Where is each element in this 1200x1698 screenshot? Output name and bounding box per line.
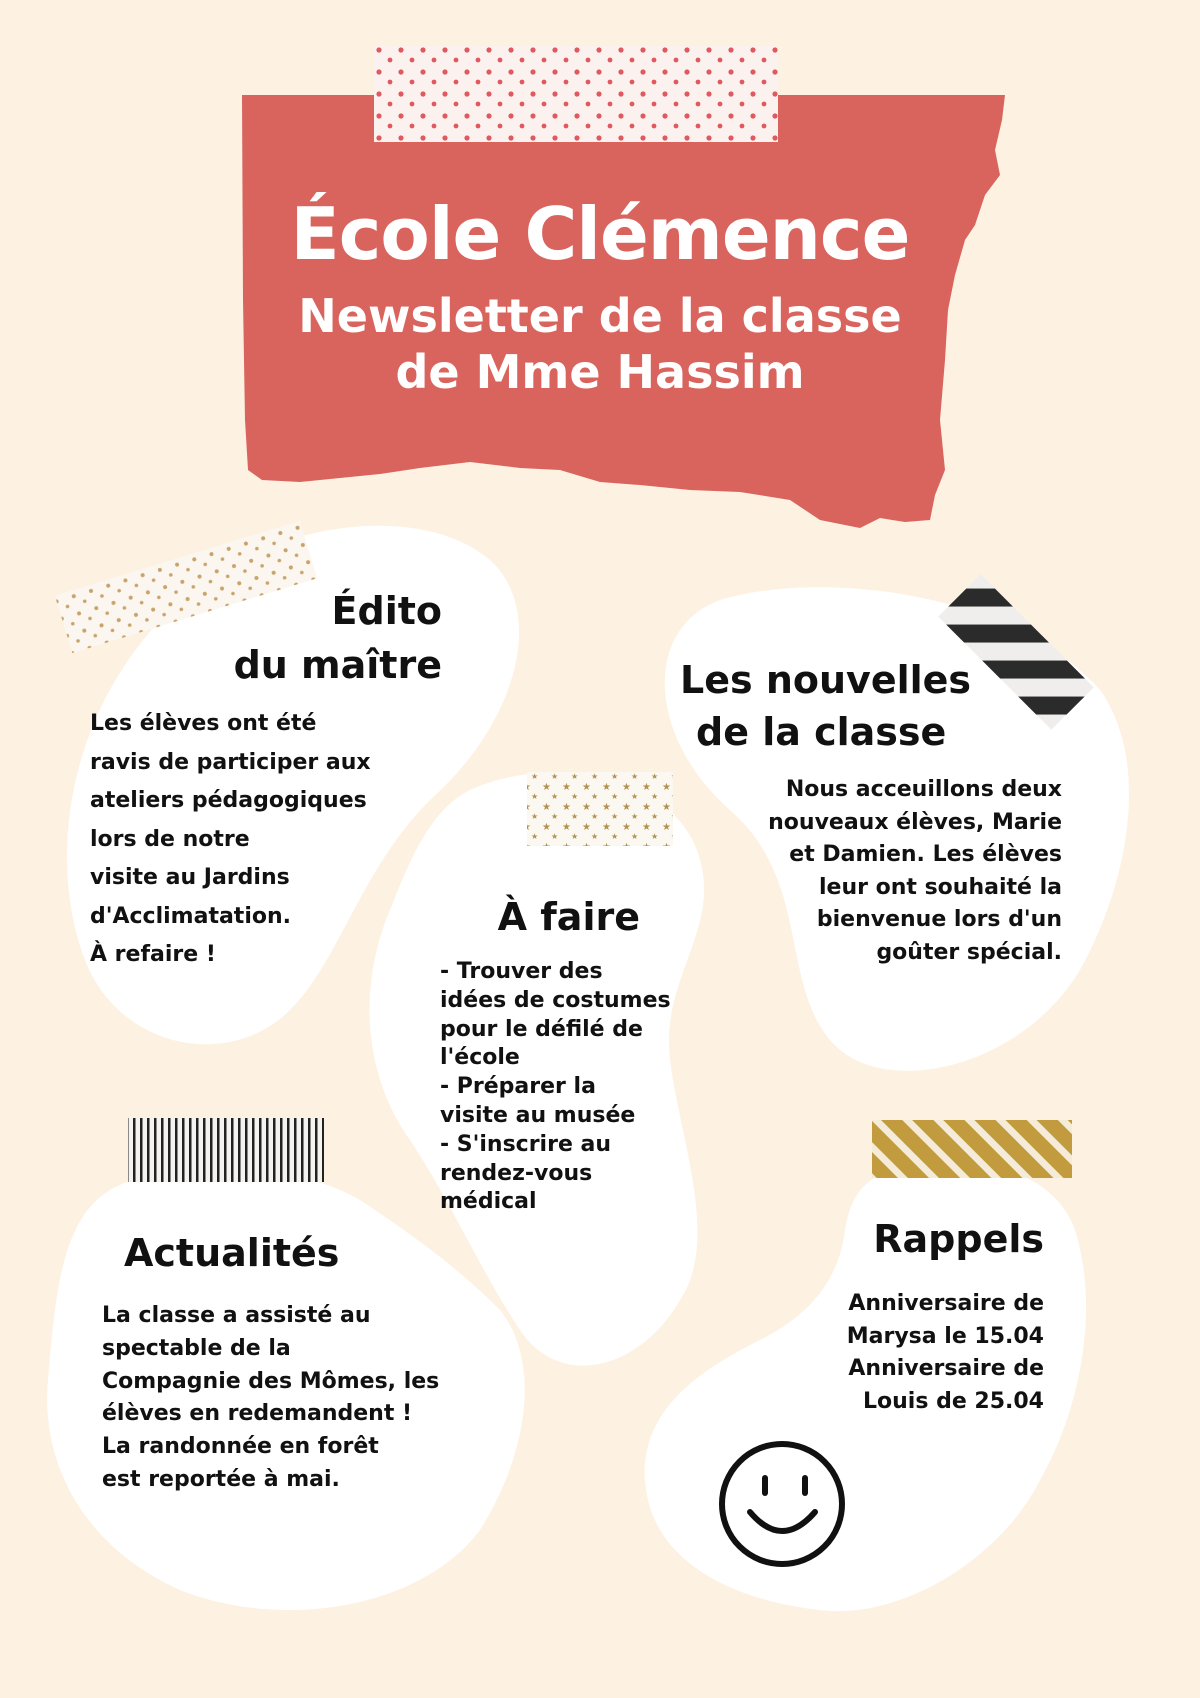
edito-title-line: du maître <box>233 643 442 687</box>
nouvelles-body-line: et Damien. Les élèves <box>789 842 1062 867</box>
edito-title-line: Édito <box>331 589 442 633</box>
afaire-body-line: - S'inscrire au <box>440 1131 612 1157</box>
afaire-body <box>440 958 670 1217</box>
nouvelles-title <box>680 654 1080 758</box>
rappels-body <box>790 1288 1044 1418</box>
afaire-body-line: idées de costumes <box>440 987 671 1013</box>
edito-body-line: d'Acclimatation. <box>90 903 291 929</box>
edito-title <box>230 584 442 692</box>
actualites-title: Actualités <box>124 1231 340 1275</box>
rappels-body-line: Anniversaire de <box>848 1291 1044 1316</box>
rappels-body-line: Marysa le 15.04 <box>846 1323 1044 1349</box>
afaire-body-line: l'école <box>440 1045 520 1071</box>
actualites-body-line: Compagnie des Mômes, les <box>102 1368 440 1394</box>
actualites-body <box>102 1300 442 1497</box>
nouvelles-body-line: goûter spécial. <box>876 939 1062 965</box>
nouvelles-body-line: leur ont souhaité la <box>819 874 1062 900</box>
edito-body-line: visite au Jardins <box>90 865 290 890</box>
actualites-body-line: La classe a assisté au <box>102 1303 371 1328</box>
nouvelles-body-line: nouveaux élèves, Marie <box>768 809 1062 835</box>
afaire-body-line: - Trouver des <box>440 959 603 984</box>
gold-striped-tape <box>872 1120 1072 1178</box>
afaire-body-line: pour le défilé de <box>440 1016 643 1042</box>
nouvelles-title-line: Les nouvelles <box>680 658 972 702</box>
edito-body-line: À refaire ! <box>90 942 216 967</box>
nouvelles-title-line: de la classe <box>696 710 947 754</box>
barcode-tape <box>128 1118 324 1182</box>
afaire-body-line: - Préparer la <box>440 1074 596 1100</box>
school-name: École Clémence <box>290 192 910 276</box>
edito-body-line: Les élèves ont été <box>90 711 317 736</box>
newsletter-subtitle-line-1: Newsletter de la classe <box>298 289 902 343</box>
edito-body-line: lors de notre <box>90 826 250 852</box>
rappels-title: Rappels <box>873 1217 1044 1261</box>
edito-body-line: ateliers pédagogiques <box>90 788 367 813</box>
rappels-body-line: Louis de 25.04 <box>862 1388 1044 1414</box>
edito-body <box>90 705 410 975</box>
star-tape <box>527 772 673 846</box>
actualites-body-line: élèves en redemandent ! <box>102 1401 413 1427</box>
actualites-body-line: La randonnée en forêt <box>102 1434 379 1460</box>
nouvelles-body-line: bienvenue lors d'un <box>816 907 1062 932</box>
nouvelles-body <box>740 774 1062 969</box>
afaire-body-line: rendez-vous <box>440 1160 593 1186</box>
actualites-body-line: spectable de la <box>102 1335 291 1361</box>
afaire-body-line: visite au musée <box>440 1102 636 1128</box>
edito-body-line: ravis de participer aux <box>90 749 371 775</box>
nouvelles-body-line: Nous acceuillons deux <box>785 777 1062 802</box>
newsletter-subtitle-line-2: de Mme Hassim <box>395 345 805 399</box>
afaire-title: À faire <box>497 895 640 939</box>
pink-dotted-tape <box>374 46 778 142</box>
afaire-body-line: médical <box>440 1189 537 1215</box>
rappels-body-line: Anniversaire de <box>848 1356 1044 1381</box>
actualites-body-line: est reportée à mai. <box>102 1466 340 1492</box>
